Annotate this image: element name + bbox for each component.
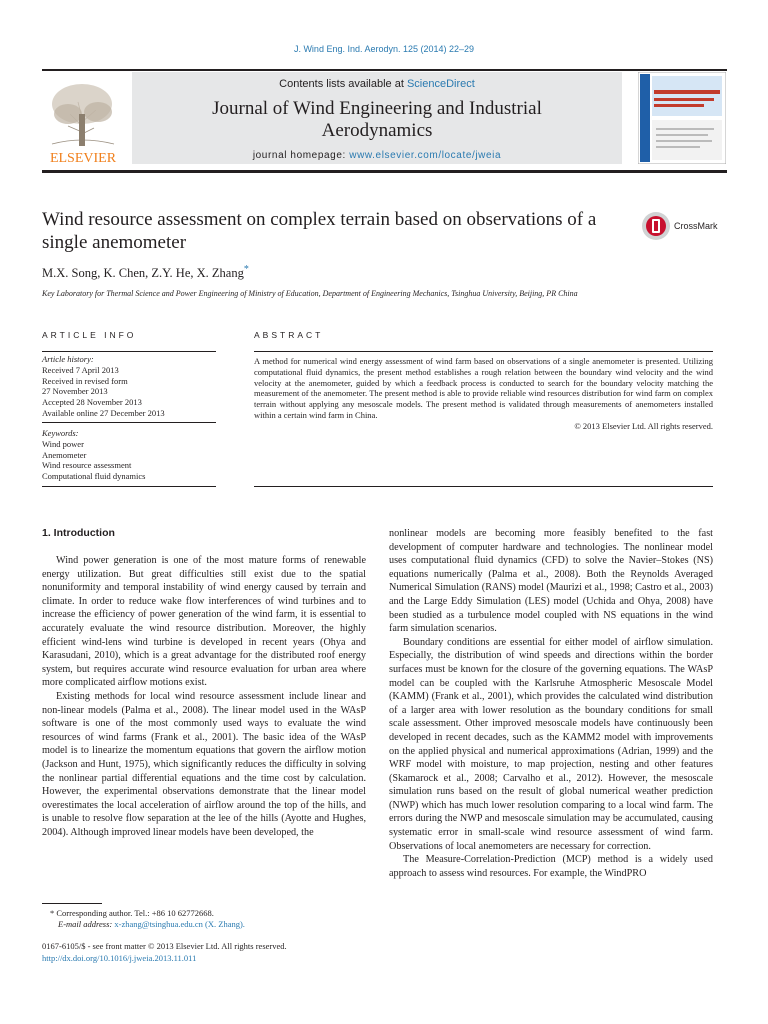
authors-text: M.X. Song, K. Chen, Z.Y. He, X. Zhang [42,266,244,281]
crossmark-label: CrossMark [674,221,718,231]
paragraph: The Measure-Correlation-Prediction (MCP) method is a widely used approach to assess wind resources. For example, the WindPRO [389,854,713,879]
info-rule-2 [42,422,216,423]
author-list [42,264,249,281]
elsevier-wordmark: ELSEVIER [49,151,117,166]
homepage-prefix: journal homepage: [252,150,350,161]
history-revised-label: Received in revised form [42,375,128,386]
keyword-item: Wind power [42,438,84,449]
keyword-item: Wind resource assessment [42,460,132,471]
paragraph: Wind power generation is one of the most mature forms of renewable energy utilization. But great difficulties still exist due to the spatial nonuniformity and temporal instability of wind energy caused by terrain and climate. In order to reduce wake flow interferences of wind turbines and to increase the efficiency of power generation of the wind farm, it is essential to accurately evaluate the wind resource distribution. Moreover, the highly efficient wind-lens wind turbine is developed in recent years (Ohya and Karasudani, 2010), which is a great advantage for the distributed roof energy system, but requires accurate wind resource evaluation for urban area where more complicated airflow motions exist. [42,555,366,689]
abstract-copyright: © 2013 Elsevier Ltd. All rights reserved. [574,420,713,431]
header-top-rule [42,69,727,71]
paragraph: Existing methods for local wind resource assessment include linear and non-linear models (Palma et al., 2008). The linear model used in the WAsP software is one of the most commonly used ways to evaluate the wind resources of wind farms (Frank et al., 2001). The basic idea of the WAsP model is to linearize the momentum equations that govern the airflow motion (Jackson and Hunt, 1975), which significantly reduces the difficulty in solving the nonlinear partial differential equations and the time cost by calculation. However, the experimental observations demonstrate that the linear model overestimates the local acceleration of airflow around the top of the hills, and is unable to resolve flow separation at the lee of the hills (Ayotte and Hughes, 2004). Although improved linear models have been developed, the [42,690,366,838]
contents-line [132,78,622,90]
abstract-rule-top [254,351,713,352]
author-affiliation: Key Laboratory for Thermal Science and Power Engineering of Ministry of Education, Department of Engineering Mechanics, Tsinghua University, Beijing, PR China [42,289,578,298]
paragraph: nonlinear models are becoming more feasibly benefited to the fast development of computer hardware and technologies. The nonlinear model uses computational fluid dynamics (CFD) to solve the Navier–Stokes (NS) equations numerically (Palma et al., 2008). Both the Reynolds Averaged Numerical Simulation (RANS) model (Maurizi et al., 1998; Castro et al., 2003) and the Large Eddy Simulation (LES) model (Uchida and Ohya, 2008) have been studied as a turbulence model coupled with NS equations in the wind farm simulation scenarios. [389,528,713,635]
history-online: Available online 27 December 2013 [42,407,165,418]
keyword-item: Computational fluid dynamics [42,471,146,482]
footnote-email [58,919,245,930]
abstract-rule-bottom [254,486,713,487]
contents-prefix: Contents lists available at [279,78,407,90]
homepage-line [132,150,622,161]
history-received: Received 7 April 2013 [42,364,119,375]
elsevier-logo[interactable] [42,74,124,166]
history-revised-date: 27 November 2013 [42,386,108,397]
keywords-label: Keywords: [42,428,79,438]
paragraph: Boundary conditions are essential for either model of airflow simulation. Especially, the distribution of wind speeds and directions within the border surfaces must be known for the closure of the governing equations. The WAsP model can be coupled with the Karlsruhe Atmospheric Mesoscale Model (KAMM) (Frank et al., 2001), which provides the calculated wind distribution of a larger area with lower resolution as the boundary conditions for small scale assessment. Other improved mesoscale models have continuously been developed in recent decades, such as the KAMM2 model with improvements on the applied physical and numerical approximations (Adrian, 1999) and the WRF model with moisture, to map projection, nesting and other features (Skamarock et al., 2008; Carvalho et al., 2012). However, the mesoscale simulation runs based on the result of global numerical weather prediction (NWP) which has much lower resolution comparing to a local wind farm. The errors during the NWP and mesoscale simulation may be accumulated, causing systematic error in small-scale wind resource assessment of wind farm. Observations of local anemometers are necessary for correction. [389,636,713,852]
crossmark-icon [640,210,672,242]
header-bottom-rule [42,170,727,173]
body-column-right [389,527,713,880]
history-label: Article history: [42,354,94,364]
history-accepted: Accepted 28 November 2013 [42,397,142,408]
email-link[interactable]: x-zhang@tsinghua.edu.cn (X. Zhang). [114,919,245,929]
keyword-item: Anemometer [42,449,87,460]
doi-link[interactable]: http://dx.doi.org/10.1016/j.jweia.2013.11.011 [42,953,197,963]
email-label: E-mail address: [58,919,115,929]
sciencedirect-link[interactable]: ScienceDirect [406,78,475,90]
article-title: Wind resource assessment on complex terrain based on observations of a single anemometer [42,209,597,253]
section-heading-introduction: 1. Introduction [42,527,115,539]
abstract-text: A method for numerical wind energy assessment of wind farm based on observations of a single anemometer is presented. Utilizing computational fluid dynamics, the present method establishes a rough relation between the boundary wind velocity and the wind velocity at the anemometer, guided by which a feedback process is conducted to search for the boundary velocity matching the measurement of the anemometer. The present method is able to provide reliable wind resources distribution for wind farm on complex terrain without applying any mesoscale models. The present method is validated through measurements of anemometers installed within a certain wind farm in China. [254,356,713,420]
journal-title: Journal of Wind Engineering and Industrial Aerodynamics [212,98,542,141]
info-rule-3 [42,486,216,487]
abstract-body [254,356,713,432]
article-info-heading: ARTICLE INFO [42,330,137,340]
homepage-link[interactable]: www.elsevier.com/locate/jweia [349,150,502,161]
journal-citation[interactable]: J. Wind Eng. Ind. Aerodyn. 125 (2014) 22–29 [293,44,475,54]
article-history [42,354,217,419]
journal-cover-image[interactable] [638,72,726,164]
abstract-heading: ABSTRACT [254,330,324,340]
issn-line: 0167-6105/$ - see front matter © 2013 Elsevier Ltd. All rights reserved. [42,941,287,951]
keywords-block [42,428,217,482]
body-column-left [42,554,366,839]
info-rule-1 [42,351,216,352]
footnote-rule [42,903,102,904]
corresponding-author-mark[interactable]: * [243,264,249,275]
crossmark-badge[interactable] [640,210,730,242]
footnote-corresponding: * Corresponding author. Tel.: +86 10 62772668. [50,908,214,918]
